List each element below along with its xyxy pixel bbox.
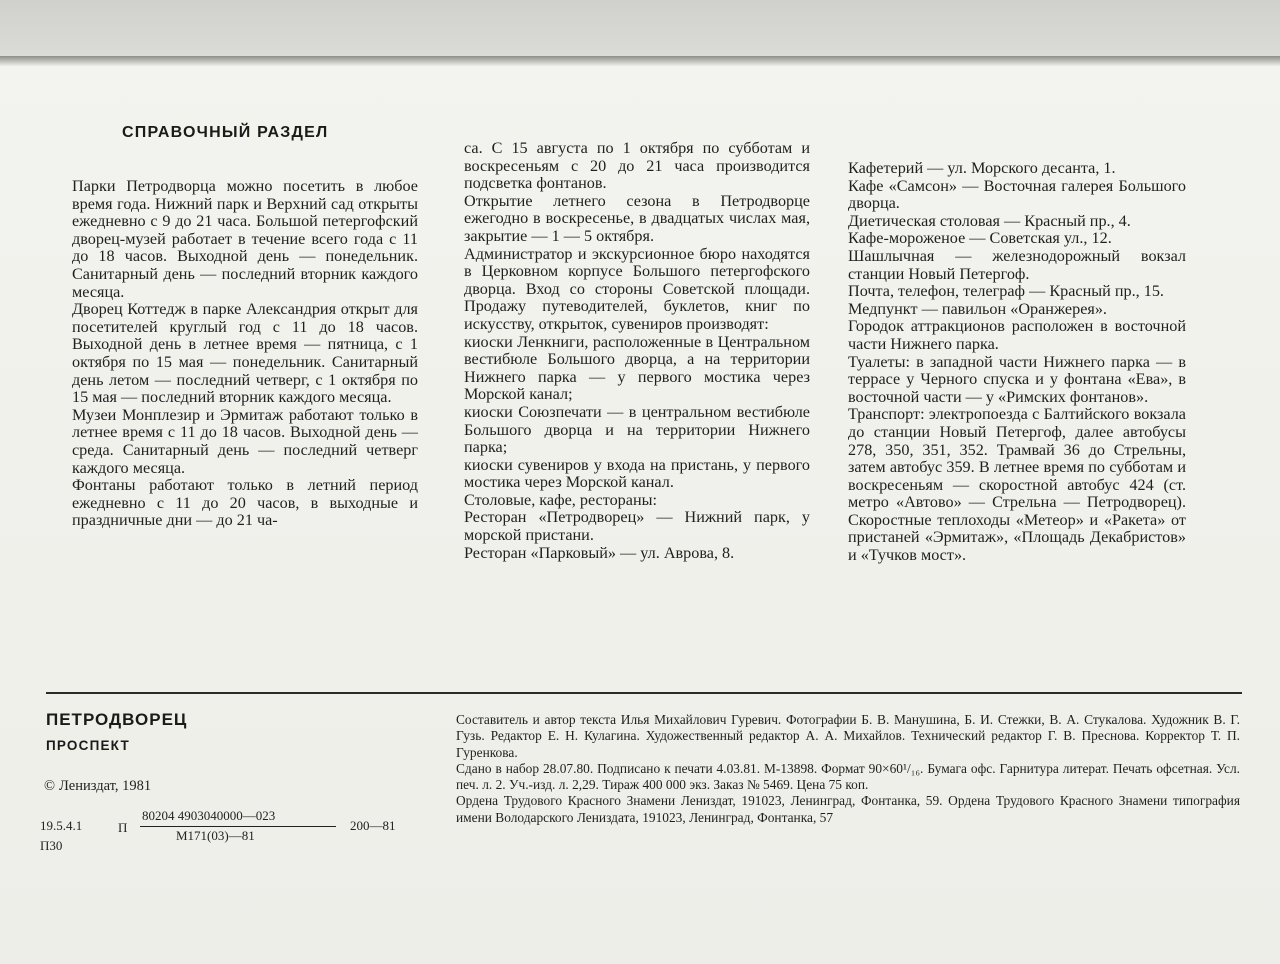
paragraph: Ресторан «Петродворец» — Нижний парк, у морской пристани. — [464, 508, 810, 545]
imprint-credits — [456, 712, 1240, 826]
paragraph: са. С 15 августа по 1 октября по субботам и воскресеньям с 20 до 21 часа производится подсветка фонтанов. — [464, 139, 810, 193]
footer-divider — [46, 692, 1242, 694]
fraction-line — [140, 826, 336, 827]
paragraph: киоски Союзпечати — в центральном вестибюле Большого дворца и на территории Нижнего парка; — [464, 402, 810, 457]
paragraph: Кафе «Самсон» — Восточная галерея Большого дворца. — [848, 176, 1186, 213]
paragraph: Музеи Монплезир и Эрмитаж работают только в летнее время с 11 до 18 часов. Выходной день — среда. Санитарный день — последний четверг каждого месяца. — [72, 405, 418, 477]
paragraph: Транспорт: электропоезда с Балтийского вокзала до станции Новый Петергоф, далее автобусы 278, 350, 351, 352. Трамвай 36 до Стрельны, затем автобус 359. В летнее время по субботам и воскресеньям — скоростной автобус 424 (ст. метро «Автово» — Стрельна — Петродворец). Скоростные теплоходы «Метеор» и «Ракета» от пристаней «Эрмитаж», «Площадь Декабристов» и «Тучков мост». — [848, 405, 1186, 565]
copyright-text: Лениздат, 1981 — [59, 778, 152, 794]
paragraph: Фонтаны работают только в летний период ежедневно с 11 до 20 часов, в выходные и праздничные дни — до 21 ча- — [72, 476, 418, 530]
credits-paragraph: Ордена Трудового Красного Знамени Лениздат, 191023, Ленинград, Фонтанка, 59. Ордена Трудового Красного Знамени типография имени Володарского Лениздата, 191023, Ленинград, Фонтанка, 57 — [456, 793, 1240, 825]
text-column-2 — [464, 140, 810, 562]
paragraph: Парки Петродворца можно посетить в любое время года. Нижний парк и Верхний сад открыты ежедневно с 9 до 21 часа. Большой петергофский дворец-музей работает в течение всего года с 11 до 18 часов. Выходной день — понедельник. Санитарный день — последний вторник каждого месяца. — [72, 177, 418, 301]
paragraph: киоски сувениров у входа на пристань, у первого мостика через Морской канал. — [464, 455, 810, 492]
paragraph: Администратор и экскурсионное бюро находятся в Церковном корпусе Большого петергофского дворца. Вход со стороны Советской площади. Продажу путеводителей, буклетов, книг по искусству, открыток, сувениров производят: — [464, 244, 810, 333]
credits-paragraph: Составитель и автор текста Илья Михайлович Гуревич. Фотографии Б. В. Манушина, Б. И. Стежки, В. А. Стукалова. Художник В. Г. Гузь. Редактор Е. Н. Кулагина. Художественный редактор А. А. Михайлов. Технический редактор Г. В. Преснова. Корректор Т. П. Гуренкова. — [456, 712, 1240, 760]
paragraph: Столовые, кафе, рестораны: — [464, 490, 658, 509]
paragraph: Открытие летнего сезона в Петродворце ежегодно в воскресенье, в двадцатых числах мая, закрытие — 1 — 5 октября. — [464, 191, 810, 245]
paragraph: Туалеты: в западной части Нижнего парка — в террасе у Черного спуска и у фонтана «Ева», в восточной части — у «Римских фонтанов». — [848, 352, 1186, 406]
paragraph: Ресторан «Парковый» — ул. Аврова, 8. — [464, 543, 735, 562]
code-prefix: П — [118, 820, 128, 835]
text-column-3 — [848, 160, 1186, 565]
copyright-symbol: © — [44, 778, 56, 794]
paragraph: Шашлычная — железнодорожный вокзал станции Новый Петергоф. — [848, 246, 1186, 283]
booklet-title: ПЕТРОДВОРЕЦ — [46, 710, 188, 729]
paragraph: Кафетерий — ул. Морского десанта, 1. — [848, 159, 1116, 177]
paragraph: Дворец Коттедж в парке Александрия открыт для посетителей круглый год с 11 до 18 часов. Выходной день в летнее время — пятница, с 1 октября по 15 мая — понедельник. Санитарный день летом — последний четверг, с 1 октября по 15 мая — последний вторник каждого месяца. — [72, 300, 418, 407]
paragraph: Городок аттракционов расположен в восточной части Нижнего парка. — [848, 317, 1186, 353]
paragraph: Медпункт — павильон «Оранжерея». — [848, 299, 1107, 318]
booklet-subtitle: ПРОСПЕКТ — [46, 738, 130, 753]
code-numerator: 80204 4903040000—023 — [142, 808, 276, 823]
credits-paragraph: Сдано в набор 28.07.80. Подписано к печати 4.03.81. М-13898. Формат 90×60¹/₁₆. Бумага офс. Гарнитура литерат. Печать офсетная. Усл. печ. л. 2. Уч.-изд. л. 2,29. Тираж 400 000 экз. Заказ № 5469. Цена 75 коп. — [456, 760, 1240, 793]
catalog-index: П30 — [40, 838, 63, 853]
background-surface — [0, 0, 1280, 62]
paragraph: Кафе-мороженое — Советская ул., 12. — [848, 229, 1112, 248]
code-denominator: М171(03)—81 — [176, 828, 255, 843]
section-heading: СПРАВОЧНЫЙ РАЗДЕЛ — [122, 124, 329, 141]
copyright-line — [40, 778, 151, 795]
paragraph: Диетическая столовая — Красный пр., 4. — [848, 211, 1131, 230]
page-fold-edge — [0, 56, 1280, 66]
paragraph: Почта, телефон, телеграф — Красный пр., 15. — [848, 282, 1164, 301]
catalog-index: 19.5.4.1 — [40, 818, 83, 833]
text-column-1 — [72, 178, 418, 530]
paragraph: киоски Ленкниги, расположенные в Центральном вестибюле Большого дворца, а на территории Нижнего парка — у первого мостика через Морской канал; — [464, 332, 810, 404]
code-suffix: 200—81 — [350, 818, 396, 833]
